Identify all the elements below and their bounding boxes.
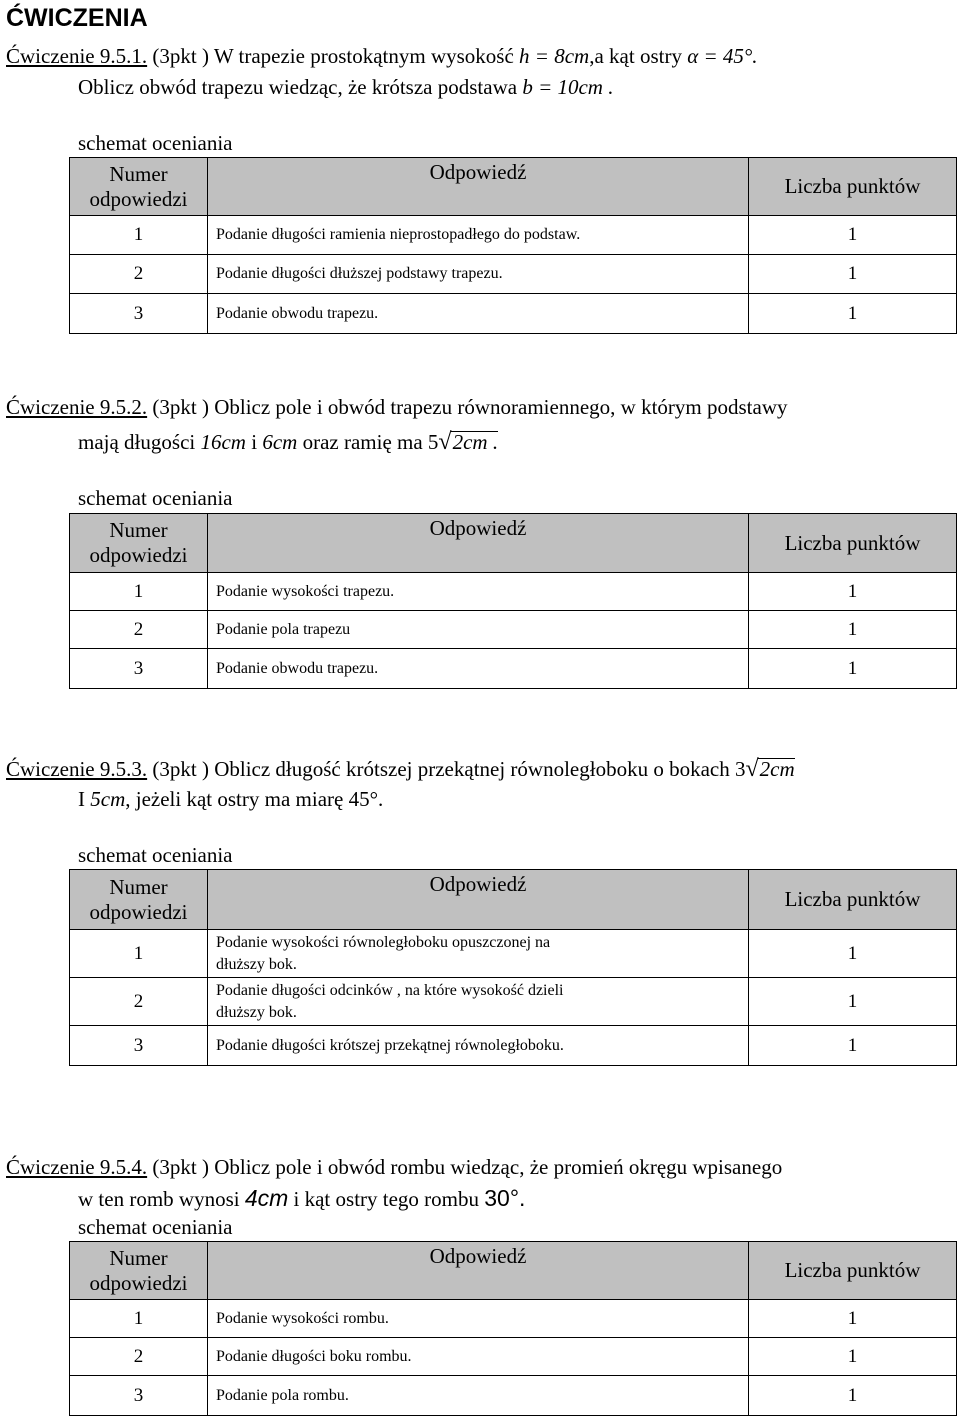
col-points-header: Liczba punktów: [749, 158, 957, 216]
table-row: 1 Podanie długości ramienia nieprostopadłego do podstaw. 1: [70, 216, 957, 255]
exercise-2-line1: [6, 395, 787, 419]
exercise-3-line1: Ćwiczenie 9.5.3. (3pkt ) Oblicz długość krótszej przekątnej równoległoboku o bokach 3√2cm: [6, 756, 795, 782]
grading-table-4: [69, 1241, 957, 1416]
exercise-2-text: Oblicz pole i obwód trapezu równoramiennego, w którym podstawy: [214, 395, 788, 419]
exercise-4-text: Oblicz pole i obwód rombu wiedząc, że promień okręgu wpisanego: [214, 1155, 783, 1179]
schemat-2: schemat oceniania: [78, 486, 233, 510]
exercise-1-line2: [78, 75, 613, 99]
exercise-2-title: Ćwiczenie 9.5.2.: [6, 395, 148, 419]
exercise-1-h: h = 8cm: [519, 44, 590, 68]
table-row: 3 Podanie obwodu trapezu. 1: [70, 649, 957, 689]
table-header: Numer odpowiedzi Odpowiedź Liczba punktów: [70, 870, 957, 930]
grading-table-3: [69, 869, 957, 1066]
table-row: 3 Podanie długości krótszej przekątnej równoległoboku. 1: [70, 1026, 957, 1066]
exercise-4-line2: w ten romb wynosi 4cm i kąt ostry tego rombu 30°.: [78, 1185, 526, 1211]
exercise-2-line2: mają długości 16cm i 6cm oraz ramię ma 5√2cm .: [78, 429, 499, 455]
table-row: 1 Podanie wysokości rombu. 1: [70, 1300, 957, 1338]
grading-table-2: [69, 513, 957, 689]
page-heading: ĆWICZENIA: [6, 4, 148, 32]
table-row: 2 Podanie długości odcinków , na które wysokość dzieli dłuższy bok. 1: [70, 978, 957, 1026]
table-row: 2 Podanie długości boku rombu. 1: [70, 1338, 957, 1376]
exercise-1-text: W trapezie prostokątnym wysokość: [213, 44, 514, 68]
col-num-header: Numer odpowiedzi: [70, 158, 208, 216]
schemat-3: schemat oceniania: [78, 843, 233, 867]
exercise-1-line1: [6, 44, 758, 68]
schemat-4: schemat oceniania: [78, 1215, 233, 1239]
exercise-3-text: Oblicz długość krótszej przekątnej równoległoboku o bokach: [214, 757, 730, 781]
col-answer-header: Odpowiedź: [208, 158, 749, 216]
exercise-1-text2: Oblicz obwód trapezu wiedząc, że krótsza podstawa: [78, 75, 518, 99]
exercise-4-title: Ćwiczenie 9.5.4.: [6, 1155, 148, 1179]
exercise-1-mid: ,a kąt ostry: [589, 44, 682, 68]
table-row: 1 Podanie wysokości trapezu. 1: [70, 573, 957, 611]
exercise-1-pkt: (3pkt ): [152, 44, 209, 68]
exercise-3-pkt: (3pkt ): [152, 757, 209, 781]
table-row: 2 Podanie długości dłuższej podstawy trapezu. 1: [70, 255, 957, 294]
grading-table-1: [69, 157, 957, 334]
exercise-1-b: b = 10cm .: [522, 75, 614, 99]
exercise-4-line1: [6, 1155, 782, 1179]
table-row: 2 Podanie pola trapezu 1: [70, 611, 957, 649]
table-row: 3 Podanie obwodu trapezu. 1: [70, 294, 957, 334]
table-row: 3 Podanie pola rombu. 1: [70, 1376, 957, 1416]
exercise-3-title: Ćwiczenie 9.5.3.: [6, 757, 148, 781]
exercise-1-alpha: α = 45°.: [687, 44, 758, 68]
table-header: Numer odpowiedzi Odpowiedź Liczba punktów: [70, 514, 957, 573]
table-row: 1 Podanie wysokości równoległoboku opuszczonej na dłuższy bok. 1: [70, 930, 957, 978]
schemat-1: schemat oceniania: [78, 131, 233, 155]
exercise-1-title: Ćwiczenie 9.5.1.: [6, 44, 148, 68]
exercise-2-pkt: (3pkt ): [152, 395, 209, 419]
exercise-4-pkt: (3pkt ): [152, 1155, 209, 1179]
table-header: Numer odpowiedzi Odpowiedź Liczba punktów: [70, 1242, 957, 1300]
table-header: [70, 158, 957, 216]
exercise-3-line2: I 5cm, jeżeli kąt ostry ma miarę 45°.: [78, 787, 384, 811]
